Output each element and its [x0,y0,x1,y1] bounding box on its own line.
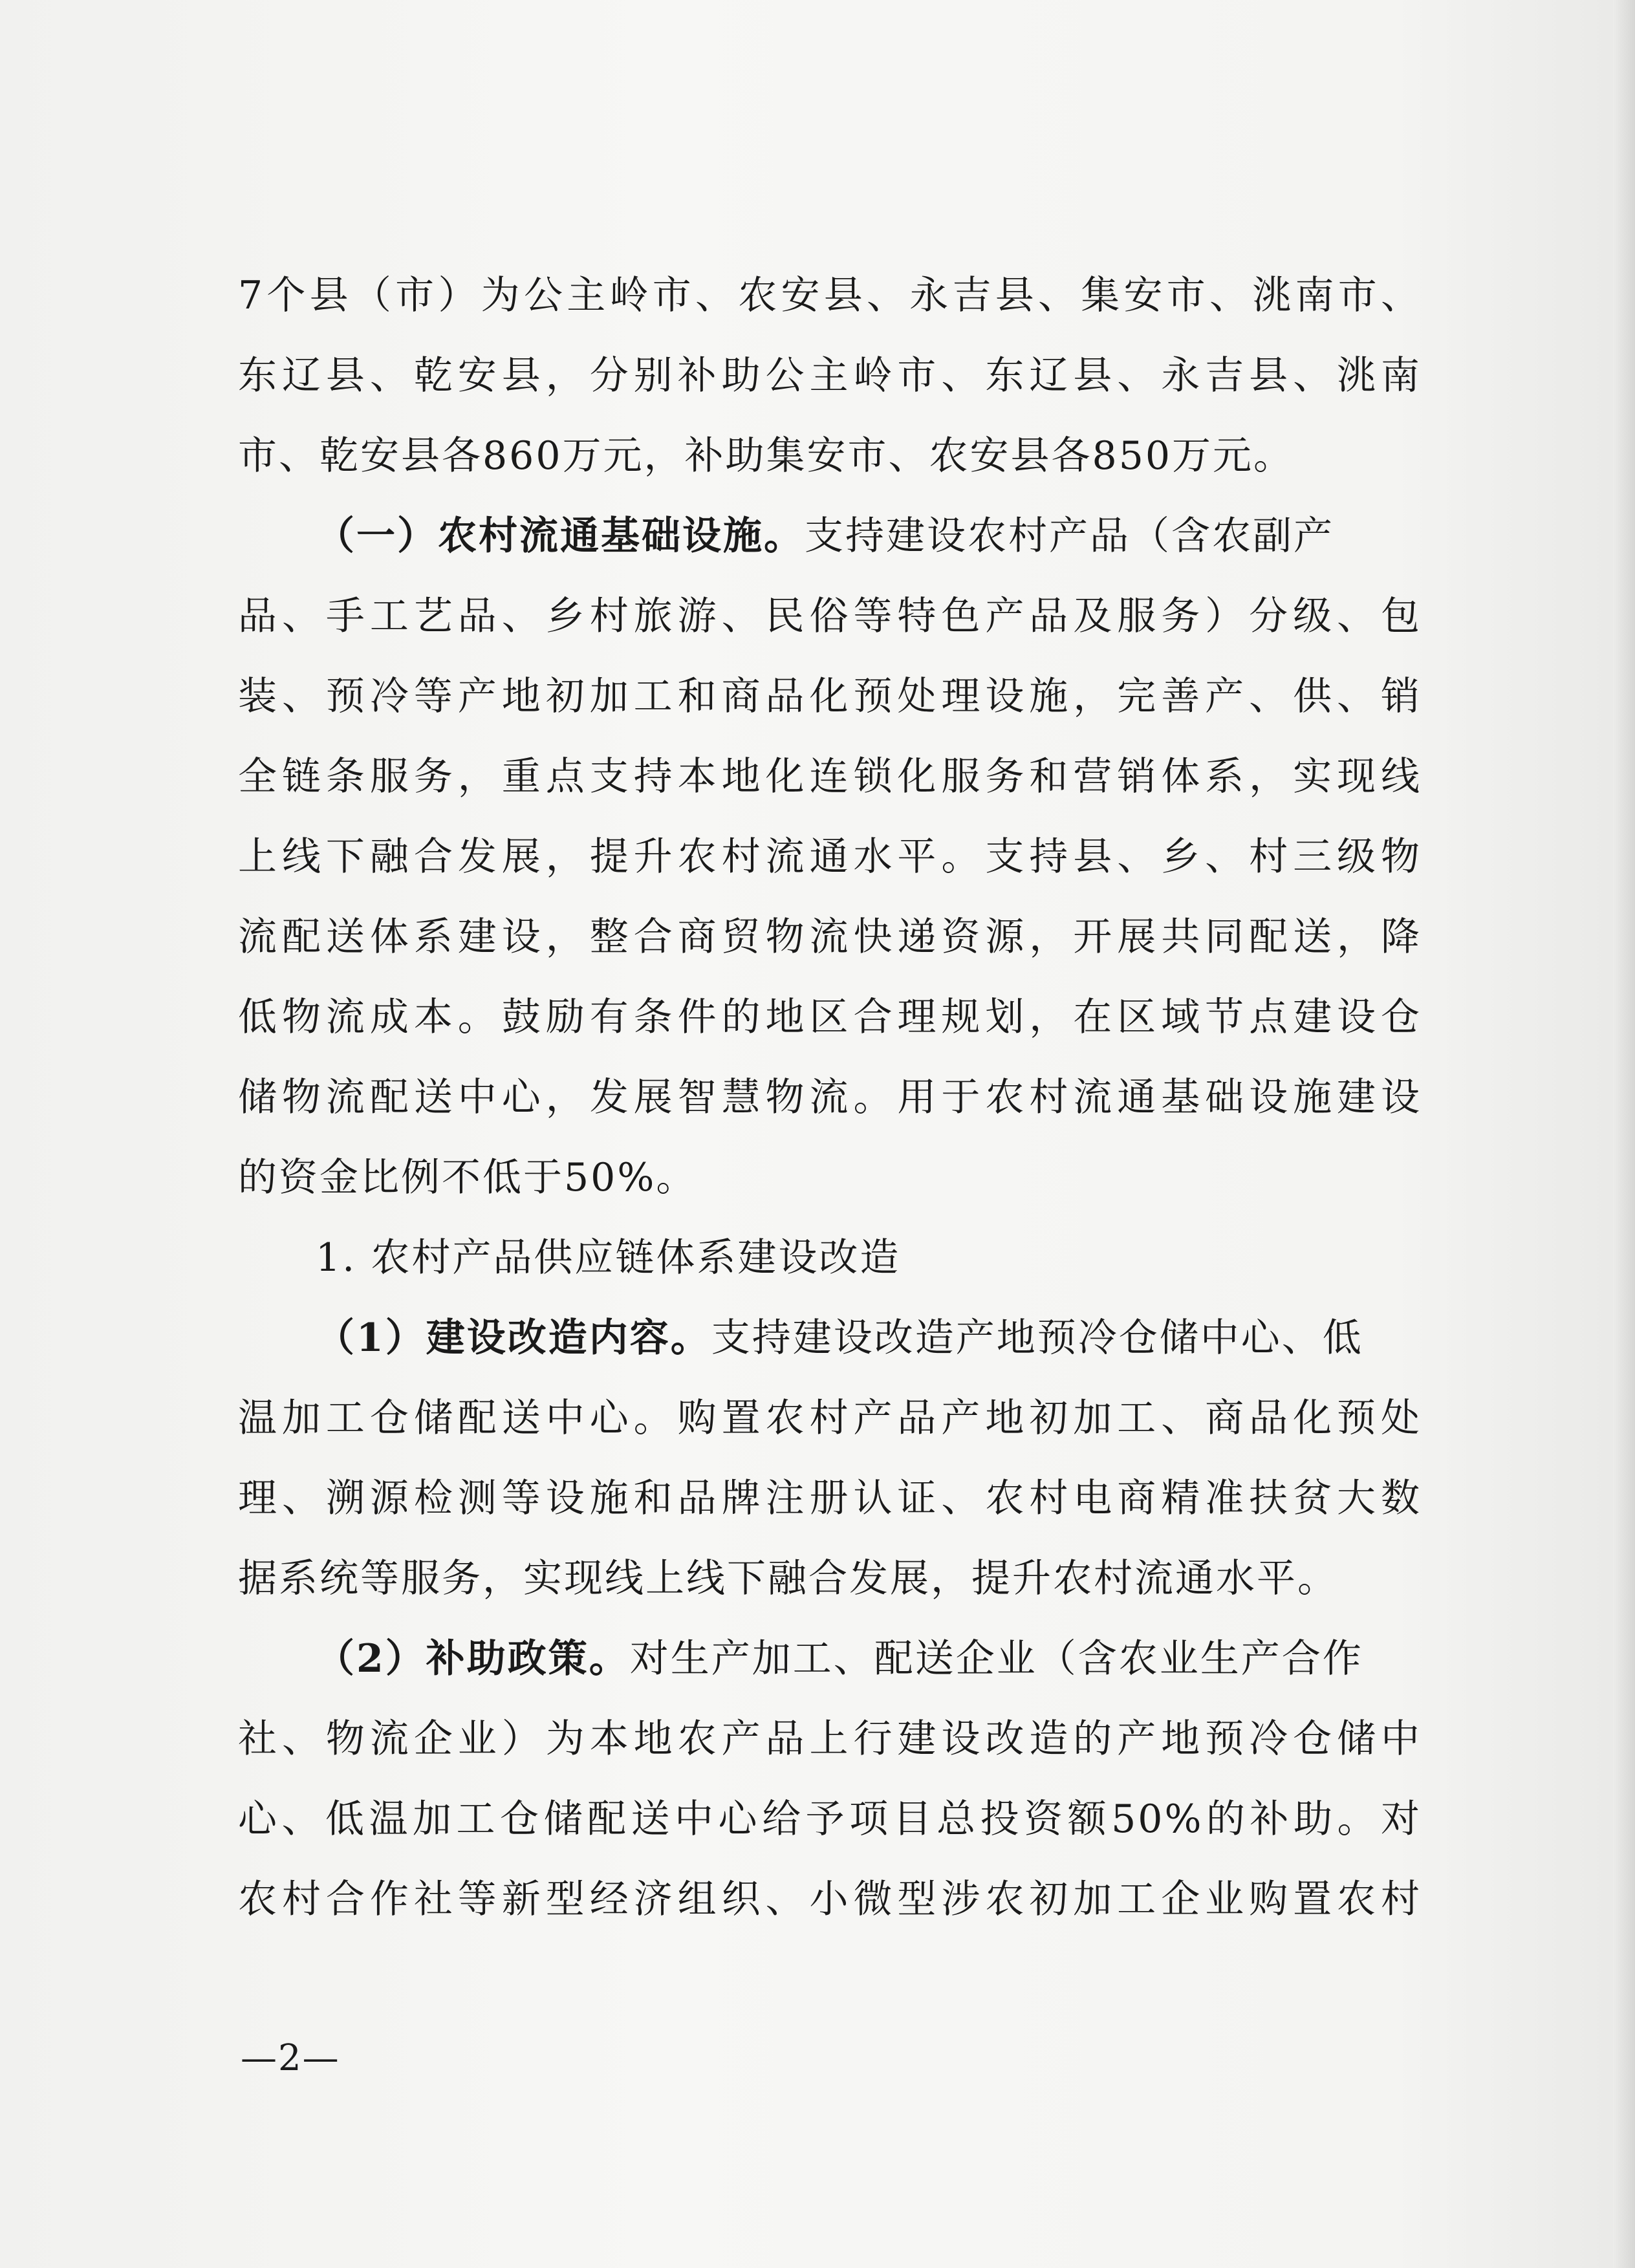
paragraph-3-line-4: 据系统等服务，实现线上线下融合发展，提升农村流通水平。 [238,1556,1338,1601]
paragraph-2-line-8: 储物流配送中心，发展智慧物流。用于农村流通基础设施建设 [238,1075,1422,1120]
paragraph-1-line-1: 7个县（市）为公主岭市、农安县、永吉县、集安市、洮南市、 [238,273,1422,318]
page-edge [1613,0,1635,2268]
paragraph-4-line-4: 农村合作社等新型经济组织、小微型涉农初加工企业购置农村 [238,1877,1422,1922]
paragraph-2-line-4: 全链条服务，重点支持本地化连锁化服务和营销体系，实现线 [238,754,1422,799]
document-body [238,255,1422,1939]
paragraph-2-line-1 [238,496,1422,576]
paragraph-2-line-6: 流配送体系建设，整合商贸物流快递资源，开展共同配送，降 [238,914,1422,960]
paragraph-2-line-7: 低物流成本。鼓励有条件的地区合理规划，在区域节点建设仓 [238,995,1422,1040]
paragraph-2-line-3: 装、预冷等产地初加工和商品化预处理设施，完善产、供、销 [238,674,1422,719]
paragraph-4-line-1 [238,1619,1422,1699]
paragraph-2-line-9: 的资金比例不低于50%。 [238,1155,697,1200]
paragraph-2-line-1-text: 支持建设农村产品（含农副产 [805,513,1334,559]
paragraph-2-line-2: 品、手工艺品、乡村旅游、民俗等特色产品及服务）分级、包 [238,594,1422,639]
paragraph-3-line-1 [238,1298,1422,1378]
paragraph-1-line-2: 东辽县、乾安县，分别补助公主岭市、东辽县、永吉县、洮南 [238,353,1422,398]
section-heading-construction-content: （1）建设改造内容。 [316,1315,711,1361]
paragraph-3-line-3: 理、溯源检测等设施和品牌注册认证、农村电商精准扶贫大数 [238,1476,1422,1521]
page-number: —2— [241,2037,340,2079]
paragraph-3-line-1-text: 支持建设改造产地预冷仓储中心、低 [711,1315,1363,1361]
paragraph-4-line-3: 心、低温加工仓储配送中心给予项目总投资额50%的补助。对 [238,1797,1422,1842]
paragraph-4-line-1-text: 对生产加工、配送企业（含农业生产合作 [629,1636,1363,1681]
subheading-supply-chain: 1. 农村产品供应链体系建设改造 [316,1235,901,1280]
section-heading-subsidy-policy: （2）补助政策。 [316,1636,630,1681]
paragraph-1-line-3: 市、乾安县各860万元，补助集安市、农安县各850万元。 [238,433,1295,479]
section-heading-rural-infrastructure: （一）农村流通基础设施。 [316,513,805,559]
paragraph-4-line-2: 社、物流企业）为本地农产品上行建设改造的产地预冷仓储中 [238,1716,1422,1762]
paragraph-2-line-5: 上线下融合发展，提升农村流通水平。支持县、乡、村三级物 [238,834,1422,880]
paragraph-3-line-2: 温加工仓储配送中心。购置农村产品产地初加工、商品化预处 [238,1396,1422,1441]
